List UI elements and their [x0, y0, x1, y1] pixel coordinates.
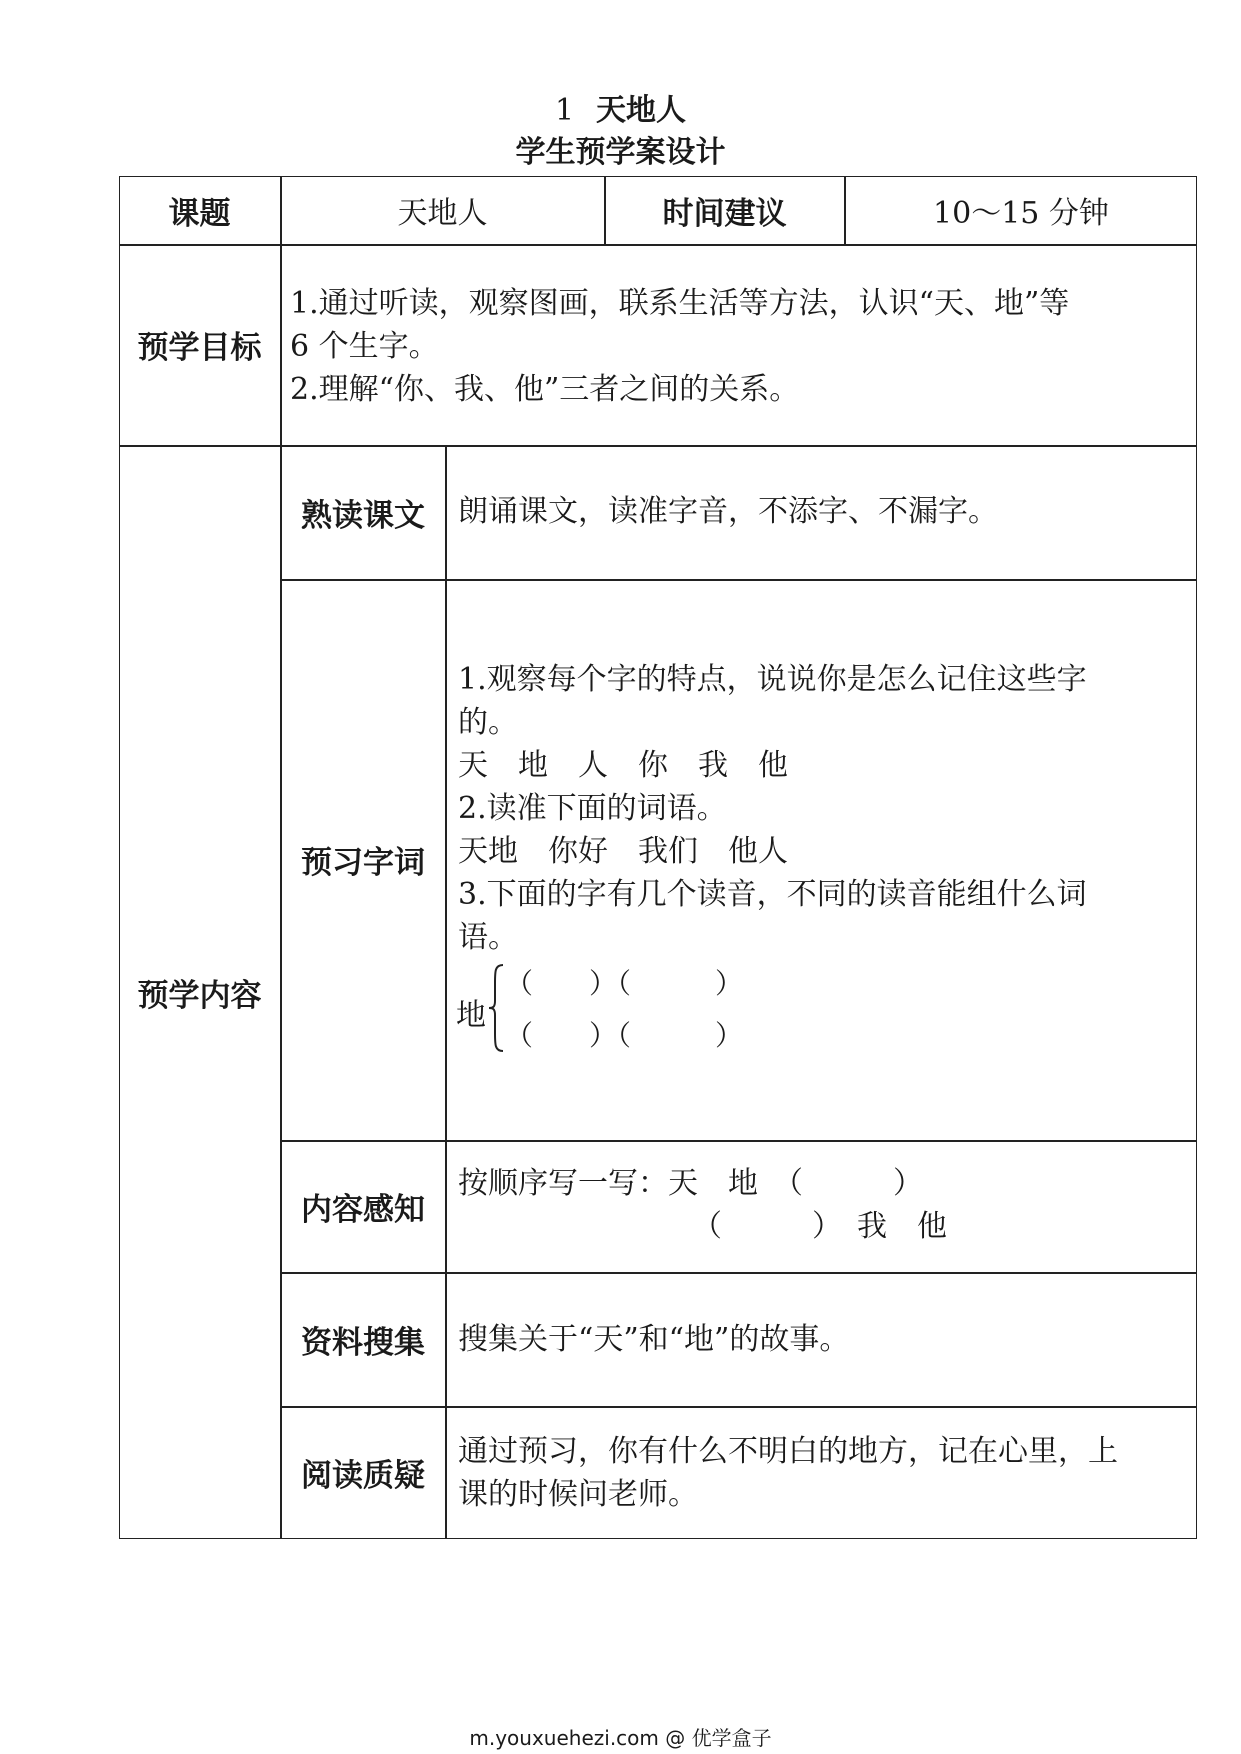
- collect-text: [458, 1318, 1188, 1361]
- curly-brace-icon: [487, 963, 507, 1053]
- question-line: 通过预习，你有什么不明白的地方，记在心里，上: [458, 1434, 1118, 1469]
- words-label: 预习字词: [301, 845, 425, 881]
- goal-line: 1.通过听读，观察图画，联系生活等方法，认识“天、地”等: [290, 286, 1070, 321]
- collect-label: 资料搜集: [301, 1324, 425, 1361]
- time-label: 时间建议: [662, 195, 787, 232]
- words-line: 2.读准下面的词语。: [458, 791, 727, 826]
- time-value: 10～15 分钟: [933, 196, 1109, 231]
- goal-label: 预学目标: [137, 330, 262, 366]
- question-line: 课的时候问老师。: [458, 1477, 698, 1512]
- table-divider: [445, 445, 447, 1539]
- goal-line: 6 个生字。: [290, 329, 439, 364]
- lesson-number: 1: [554, 93, 575, 128]
- perception-line-2: [692, 1205, 947, 1248]
- footer-watermark: m.youxuehezi.com @ 优学盒子: [469, 1726, 772, 1750]
- topic-value: 天地人: [397, 196, 488, 231]
- goal-line: 2.理解“你、我、他”三者之间的关系。: [290, 372, 800, 407]
- question-label: 阅读质疑: [301, 1458, 425, 1494]
- question-text: [458, 1430, 1193, 1516]
- words-line: 语。: [458, 920, 518, 955]
- words-line: 3.下面的字有几个读音，不同的读音能组什么词: [458, 877, 1087, 912]
- polyphone-char: 地: [456, 998, 486, 1033]
- polyphone-blank-row[interactable]: （ ）（ ）: [505, 967, 744, 1000]
- content-label: 预学内容: [137, 977, 262, 1014]
- words-line: 1.观察每个字的特点，说说你是怎么记住这些字: [458, 662, 1087, 697]
- words-text: [458, 658, 1188, 959]
- lesson-title: [0, 92, 1241, 130]
- reading-text: [458, 490, 1188, 533]
- words-line: 的。: [458, 705, 518, 740]
- collect-instruction: 搜集关于“天”和“地”的故事。: [458, 1322, 850, 1357]
- document-subtitle: 学生预学案设计: [515, 135, 726, 170]
- perception-label: 内容感知: [301, 1191, 425, 1228]
- words-line: 天地 你好 我们 他人: [458, 834, 788, 869]
- reading-label: 熟读课文: [301, 497, 425, 534]
- words-line: 天 地 人 你 我 他: [458, 748, 788, 783]
- reading-instruction: 朗诵课文，读准字音，不添字、不漏字。: [458, 494, 998, 529]
- topic-label: 课题: [168, 195, 231, 232]
- perception-text: 按顺序写一写：天 地 （ ）: [458, 1166, 923, 1201]
- perception-text: （ ） 我 他: [692, 1209, 947, 1244]
- polyphone-blank-row[interactable]: （ ）（ ）: [505, 1019, 744, 1052]
- lesson-name: 天地人: [596, 93, 687, 128]
- goal-text: [290, 282, 1190, 411]
- perception-line-1: [458, 1162, 923, 1205]
